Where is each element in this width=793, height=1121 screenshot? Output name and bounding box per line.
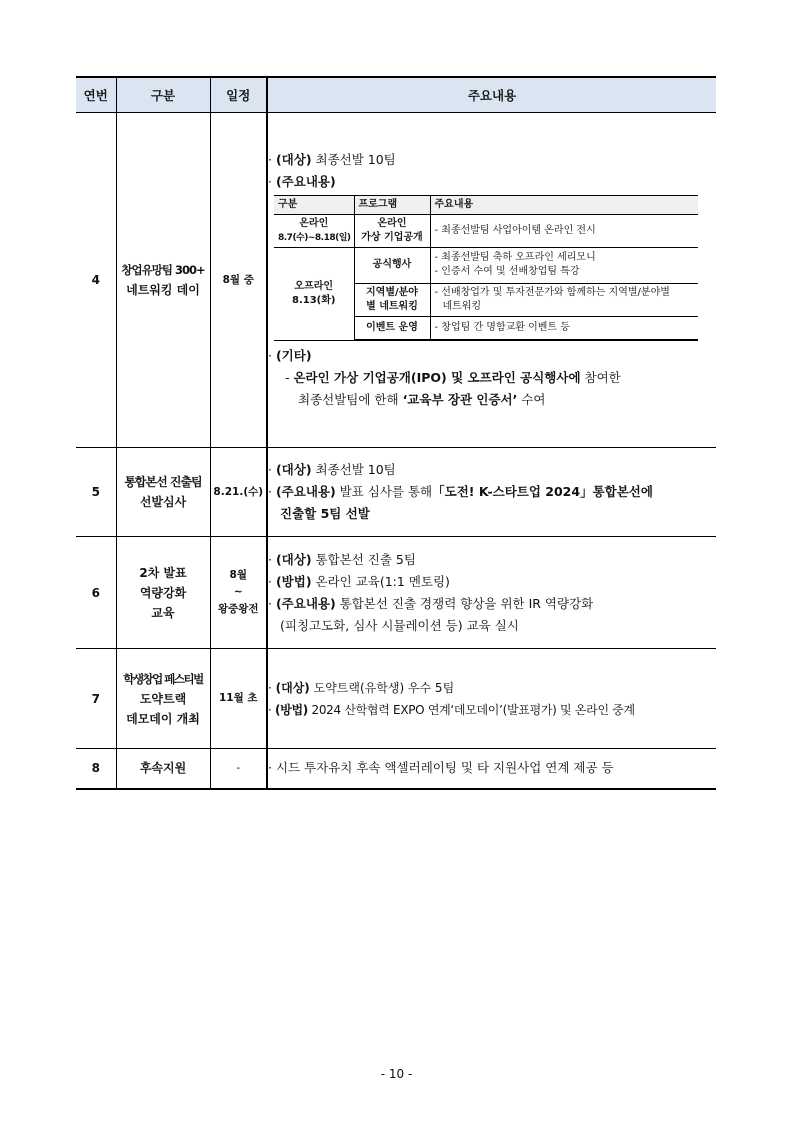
row-category: 후속지원 bbox=[116, 749, 210, 789]
row-schedule: - bbox=[210, 749, 267, 789]
row-content: · (대상) 도약트랙(유학생) 우수 5팀 · (방법) 2024 산학협력 EXPO 연계‘데모데이’(발표평가) 및 온라인 중계 bbox=[267, 649, 716, 749]
row-category: 학생창업 페스티벌 도약트랙 데모데이 개최 bbox=[116, 649, 210, 749]
row-no: 8 bbox=[76, 749, 116, 789]
row-schedule: 11월 초 bbox=[210, 649, 267, 749]
header-category: 구분 bbox=[116, 77, 210, 113]
row-no: 4 bbox=[76, 113, 116, 448]
table-row bbox=[76, 113, 716, 448]
row-content: · (대상) 통합본선 진출 5팀 · (방법) 온라인 교육(1:1 멘토링) · (주요내용) 통합본선 진출 경쟁력 향상을 위한 IR 역량강화 (피칭고도화, 심사 시뮬레이션 등) 교육 실시 bbox=[267, 537, 716, 649]
event-program-subtable: 구분 프로그램 주요내용 온라인 8.7(수)~8.18(일) 온라인 가상 기업공개 - 최종선발팀 사업아이템 온라인 전시 오프라인 8.13(화) 공식행사 - 최종선발팀 축하 오프라인 세리모니 - 인증서 수여 및 선배창업팀 특강 지역별/분야 별 네트워킹 - 선배창업가 및 투자전문가와 함께하는 지역별/분야별 네트워킹 이벤트 운영 - 창업팀 간 명함교환 이벤트 등 bbox=[274, 195, 698, 342]
row-content: · (대상) 최종선발 10팀 · (주요내용) 구분 프로그램 주요내용 온라인 8.7(수)~8.18(일) 온라인 가상 기업공개 - 최종선발팀 사업아이템 온라인 전시 오프라인 8.13(화) 공식행사 - 최종선발팀 축하 오프라인 세리모니 - 인증서 수여 및 선배창업팀 특강 지역별/분야 별 네트워킹 - 선배창업가 및 투자전문가와 함께하는 지역별/분야별 네트워킹 이벤트 운영 - 창업팀 간 명함교환 이벤트 등 · (기타) - 온라인 가상 기업공개(IPO) 및 오프라인 공식행사에 참여한 최종선발팀에 한해 ‘교육부 장관 인증서’ 수여 bbox=[267, 113, 716, 448]
row-no: 6 bbox=[76, 537, 116, 649]
page-number: - 10 - bbox=[380, 1067, 413, 1081]
table-row bbox=[76, 749, 716, 789]
row-schedule: 8월 중 bbox=[210, 113, 267, 448]
row-category: 통합본선 진출팀 선발심사 bbox=[116, 448, 210, 537]
row-content: · 시드 투자유치 후속 액셀러레이팅 및 타 지원사업 연계 제공 등 bbox=[267, 749, 716, 789]
program-schedule-table bbox=[76, 76, 716, 790]
row-no: 5 bbox=[76, 448, 116, 537]
row-category: 2차 발표 역량강화 교육 bbox=[116, 537, 210, 649]
row-schedule: 8.21.(수) bbox=[210, 448, 267, 537]
row-content: · (대상) 최종선발 10팀 · (주요내용) 발표 심사를 통해「도전! K-스타트업 2024」통합본선에 진출할 5팀 선발 bbox=[267, 448, 716, 537]
table-row bbox=[76, 448, 716, 537]
header-no: 연번 bbox=[76, 77, 116, 113]
row-schedule: 8월 ~ 왕중왕전 bbox=[210, 537, 267, 649]
row-category: 창업유망팀 300+ 네트워킹 데이 bbox=[116, 113, 210, 448]
header-schedule: 일정 bbox=[210, 77, 267, 113]
row-no: 7 bbox=[76, 649, 116, 749]
table-row bbox=[76, 649, 716, 749]
table-header-row bbox=[76, 77, 716, 113]
table-row bbox=[76, 537, 716, 649]
header-content: 주요내용 bbox=[267, 77, 716, 113]
